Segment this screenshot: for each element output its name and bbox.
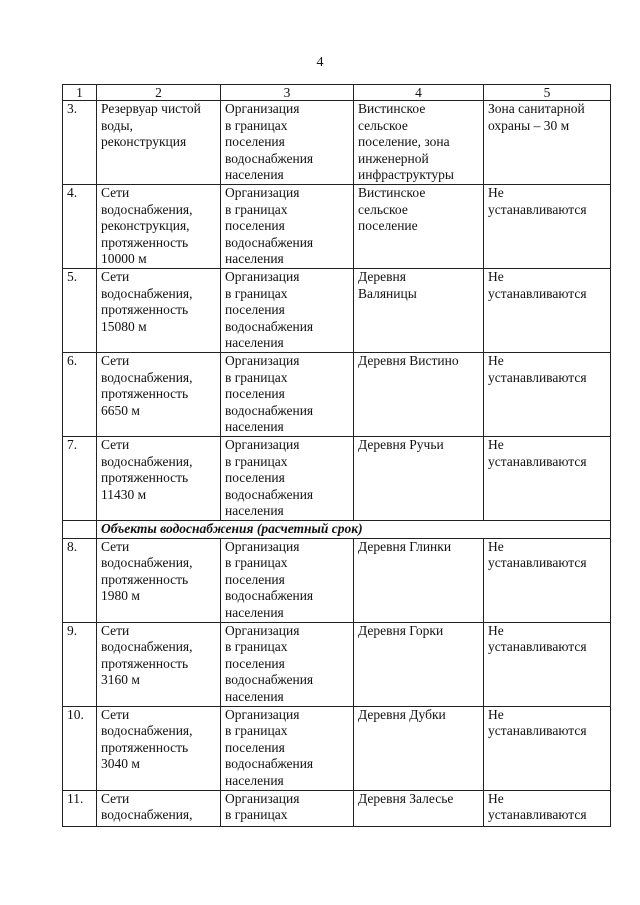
object-name-line: протяженность	[101, 470, 189, 486]
location-cell	[354, 269, 484, 353]
location-line: Валяницы	[358, 285, 417, 301]
zone-restriction-line: охраны – 30 м	[488, 117, 570, 133]
purpose-line: поселения	[225, 655, 285, 671]
object-name-line: Сети	[101, 790, 130, 806]
purpose-line: Организация	[225, 269, 300, 284]
purpose-cell	[221, 538, 354, 622]
zone-restriction-cell	[484, 790, 611, 826]
table-row	[63, 622, 611, 706]
object-name-line: протяженность	[101, 655, 189, 671]
zone-restriction-line: Не	[488, 437, 504, 452]
object-name-line: водоснабжения,	[101, 807, 193, 823]
purpose-line: в границах	[225, 369, 288, 385]
purpose-line: в границах	[225, 639, 288, 655]
object-name-line: протяженность	[101, 234, 189, 250]
object-name-line: 11430 м	[101, 486, 147, 502]
purpose-line: населения	[225, 419, 284, 435]
purpose-cell	[221, 185, 354, 269]
object-name-line: водоснабжения,	[101, 639, 193, 655]
purpose-cell	[221, 101, 354, 185]
purpose-line: в границах	[225, 807, 288, 823]
object-name-line: водоснабжения,	[101, 369, 193, 385]
zone-restriction-cell	[484, 269, 611, 353]
purpose-line: в границах	[225, 453, 288, 469]
table-body-current	[63, 101, 611, 521]
object-name-line: водоснабжения,	[101, 453, 193, 469]
object-name-line: Сети	[101, 622, 130, 638]
purpose-line: в границах	[225, 555, 288, 571]
table-row	[63, 790, 611, 826]
table-row	[63, 437, 611, 521]
object-name-cell	[97, 790, 221, 826]
zone-restriction-line: Зона санитарной	[488, 101, 585, 116]
location-line: Вистинское	[358, 185, 426, 200]
object-name-line: Сети	[101, 437, 130, 452]
object-name-line: 15080 м	[101, 318, 147, 334]
object-name-line: протяженность	[101, 571, 189, 587]
location-cell	[354, 353, 484, 437]
location-line: инженерной	[358, 150, 429, 166]
purpose-cell	[221, 622, 354, 706]
zone-restriction-cell	[484, 437, 611, 521]
zone-restriction-line: устанавливаются	[488, 285, 587, 301]
purpose-cell	[221, 269, 354, 353]
purpose-cell	[221, 437, 354, 521]
location-cell	[354, 437, 484, 521]
row-number-cell: 8.	[63, 538, 97, 622]
purpose-line: поселения	[225, 134, 285, 150]
row-number-cell: 4.	[63, 185, 97, 269]
table-row	[63, 269, 611, 353]
purpose-line: поселения	[225, 470, 285, 486]
object-name-line: водоснабжения,	[101, 201, 193, 217]
row-number-cell: 7.	[63, 437, 97, 521]
object-name-line: 6650 м	[101, 402, 140, 418]
purpose-line: населения	[225, 251, 284, 267]
location-line: Вистинское	[358, 101, 426, 116]
object-name-line: воды,	[101, 117, 133, 133]
infrastructure-table	[62, 84, 611, 827]
row-number-cell: 11.	[63, 790, 97, 826]
zone-restriction-line: устанавливаются	[488, 201, 587, 217]
purpose-line: поселения	[225, 218, 285, 234]
location-line: инфраструктуры	[358, 167, 454, 183]
object-name-line: протяженность	[101, 386, 189, 402]
zone-restriction-cell	[484, 101, 611, 185]
location-cell	[354, 790, 484, 826]
location-cell	[354, 185, 484, 269]
section-title: Объекты водоснабжения (расчетный срок)	[97, 521, 611, 539]
table-row	[63, 353, 611, 437]
purpose-line: водоснабжения	[225, 234, 314, 250]
object-name-line: Сети	[101, 269, 130, 284]
object-name-line: 3160 м	[101, 672, 140, 688]
object-name-line: водоснабжения,	[101, 285, 193, 301]
zone-restriction-line: устанавливаются	[488, 639, 587, 655]
header-col-3: 3	[221, 85, 354, 101]
section-heading-row	[63, 521, 611, 539]
location-line: Деревня Дубки	[358, 706, 446, 722]
location-line: Деревня Залесье	[358, 790, 454, 806]
location-cell	[354, 538, 484, 622]
zone-restriction-cell	[484, 622, 611, 706]
object-name-line: водоснабжения,	[101, 555, 193, 571]
purpose-line: Организация	[225, 437, 300, 452]
purpose-line: водоснабжения	[225, 150, 314, 166]
zone-restriction-line: Не	[488, 185, 504, 200]
purpose-line: водоснабжения	[225, 588, 314, 604]
purpose-line: поселения	[225, 386, 285, 402]
table-row	[63, 101, 611, 185]
zone-restriction-line: Не	[488, 706, 504, 722]
location-line: поселение, зона	[358, 134, 450, 150]
header-col-1: 1	[63, 85, 97, 101]
purpose-line: водоснабжения	[225, 756, 314, 772]
purpose-line: поселения	[225, 571, 285, 587]
zone-restriction-line: устанавливаются	[488, 723, 587, 739]
purpose-line: Организация	[225, 622, 300, 638]
purpose-line: Организация	[225, 706, 300, 722]
purpose-line: водоснабжения	[225, 318, 314, 334]
object-name-line: протяженность	[101, 302, 189, 318]
table-row	[63, 706, 611, 790]
zone-restriction-line: Не	[488, 353, 504, 368]
purpose-line: Организация	[225, 353, 300, 368]
table-row	[63, 538, 611, 622]
purpose-line: в границах	[225, 285, 288, 301]
purpose-line: населения	[225, 167, 284, 183]
purpose-line: Организация	[225, 185, 300, 200]
object-name-line: реконструкция,	[101, 218, 190, 234]
object-name-cell	[97, 185, 221, 269]
purpose-line: Организация	[225, 538, 300, 554]
purpose-line: водоснабжения	[225, 402, 314, 418]
object-name-cell	[97, 353, 221, 437]
purpose-line: населения	[225, 688, 284, 704]
purpose-line: населения	[225, 335, 284, 351]
location-cell	[354, 101, 484, 185]
header-col-5: 5	[484, 85, 611, 101]
location-line: поселение	[358, 218, 418, 234]
zone-restriction-line: Не	[488, 622, 504, 638]
object-name-line: протяженность	[101, 739, 189, 755]
purpose-line: водоснабжения	[225, 672, 314, 688]
row-number-cell: 3.	[63, 101, 97, 185]
page-number: 4	[316, 55, 324, 70]
header-row	[63, 85, 611, 101]
zone-restriction-line: устанавливаются	[488, 453, 587, 469]
zone-restriction-cell	[484, 353, 611, 437]
object-name-line: 10000 м	[101, 251, 147, 267]
object-name-cell	[97, 622, 221, 706]
location-line: Деревня Глинки	[358, 538, 452, 554]
purpose-line: поселения	[225, 739, 285, 755]
zone-restriction-cell	[484, 538, 611, 622]
location-line: Деревня Горки	[358, 622, 444, 638]
header-col-4: 4	[354, 85, 484, 101]
purpose-line: населения	[225, 772, 284, 788]
object-name-line: водоснабжения,	[101, 723, 193, 739]
purpose-line: поселения	[225, 302, 285, 318]
purpose-line: населения	[225, 503, 284, 519]
zone-restriction-cell	[484, 706, 611, 790]
purpose-line: населения	[225, 604, 284, 620]
table-body-planned	[63, 538, 611, 826]
zone-restriction-line: устанавливаются	[488, 807, 587, 823]
location-line: Деревня Вистино	[358, 353, 459, 368]
purpose-cell	[221, 353, 354, 437]
location-line: Деревня Ручьи	[358, 437, 444, 452]
object-name-cell	[97, 538, 221, 622]
row-number-cell: 10.	[63, 706, 97, 790]
object-name-cell	[97, 101, 221, 185]
purpose-line: в границах	[225, 723, 288, 739]
table-row	[63, 185, 611, 269]
zone-restriction-line: Не	[488, 538, 504, 554]
object-name-cell	[97, 437, 221, 521]
object-name-line: реконструкция	[101, 134, 187, 150]
purpose-cell	[221, 790, 354, 826]
object-name-line: Резервуар чистой	[101, 101, 201, 116]
object-name-line: Сети	[101, 185, 130, 200]
object-name-line: Сети	[101, 353, 130, 368]
location-line: Деревня	[358, 269, 406, 284]
location-line: сельское	[358, 201, 408, 217]
object-name-line: Сети	[101, 538, 130, 554]
purpose-line: Организация	[225, 101, 300, 116]
zone-restriction-line: устанавливаются	[488, 369, 587, 385]
object-name-line: 3040 м	[101, 756, 140, 772]
zone-restriction-cell	[484, 185, 611, 269]
section-body	[63, 521, 611, 539]
section-num-cell	[63, 521, 97, 539]
zone-restriction-line: устанавливаются	[488, 555, 587, 571]
object-name-cell	[97, 269, 221, 353]
purpose-line: в границах	[225, 117, 288, 133]
row-number-cell: 9.	[63, 622, 97, 706]
purpose-cell	[221, 706, 354, 790]
location-cell	[354, 622, 484, 706]
purpose-line: в границах	[225, 201, 288, 217]
location-cell	[354, 706, 484, 790]
purpose-line: Организация	[225, 790, 300, 806]
object-name-line: Сети	[101, 706, 130, 722]
header-col-2: 2	[97, 85, 221, 101]
row-number-cell: 6.	[63, 353, 97, 437]
row-number-cell: 5.	[63, 269, 97, 353]
object-name-line: 1980 м	[101, 588, 140, 604]
purpose-line: водоснабжения	[225, 486, 314, 502]
location-line: сельское	[358, 117, 408, 133]
zone-restriction-line: Не	[488, 790, 504, 806]
zone-restriction-line: Не	[488, 269, 504, 284]
object-name-cell	[97, 706, 221, 790]
